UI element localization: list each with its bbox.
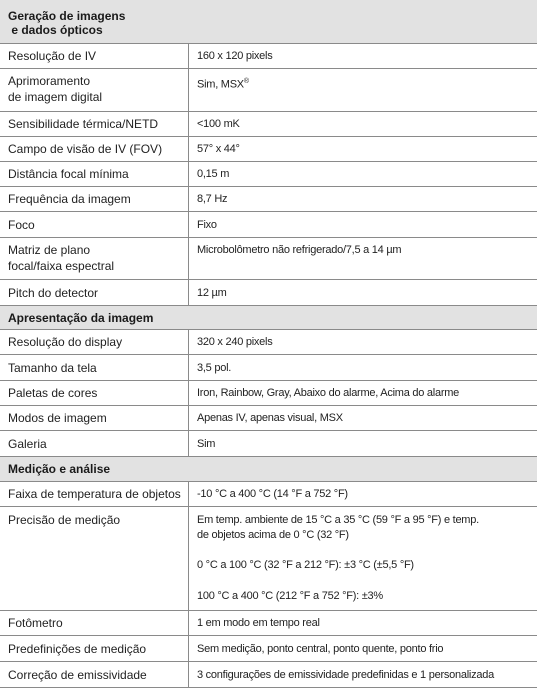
row-value: 160 x 120 pixels xyxy=(197,50,273,62)
table-row xyxy=(0,212,537,238)
section-header-imaging xyxy=(0,0,537,44)
row-label: Faixa de temperatura de objetos xyxy=(8,487,181,501)
row-label: Precisão de medição xyxy=(8,513,121,527)
section-title-line2: e dados ópticos xyxy=(8,23,103,37)
row-value-line1: Em temp. ambiente de 15 °C a 35 °C (59 °F a 95 °F) e temp. xyxy=(197,514,479,526)
row-label: Paletas de cores xyxy=(8,386,98,400)
row-value: Apenas IV, apenas visual, MSX xyxy=(197,412,343,424)
row-label: Resolução do display xyxy=(8,335,123,349)
row-value: Iron, Rainbow, Gray, Abaixo do alarme, Acima do alarme xyxy=(197,387,460,399)
row-value: 0,15 m xyxy=(197,168,230,180)
table-row xyxy=(0,507,537,611)
row-label: Pitch do detector xyxy=(8,286,99,300)
section-title-line1: Geração de imagens xyxy=(8,9,126,23)
row-label: Campo de visão de IV (FOV) xyxy=(8,142,163,156)
row-value-line3: 0 °C a 100 °C (32 °F a 212 °F): ±3 °C (±5,5 °F) xyxy=(197,559,414,571)
section-header-display xyxy=(0,306,537,330)
table-row xyxy=(0,636,537,662)
row-value-line4: 100 °C a 400 °C (212 °F a 752 °F): ±3% xyxy=(197,590,383,602)
row-value: -10 °C a 400 °C (14 °F a 752 °F) xyxy=(197,488,348,500)
row-value: Sem medição, ponto central, ponto quente, ponto frio xyxy=(197,643,444,655)
row-label: Distância focal mínima xyxy=(8,167,129,181)
row-value: 1 em modo em tempo real xyxy=(197,617,320,629)
row-label-line2: de imagem digital xyxy=(8,90,103,104)
table-row xyxy=(0,662,537,688)
row-value: 320 x 240 pixels xyxy=(197,336,273,348)
row-value: Microbolômetro não refrigerado/7,5 a 14 µm xyxy=(197,244,402,256)
row-label-line2: focal/faixa espectral xyxy=(8,259,115,273)
table-row xyxy=(0,69,537,112)
table-row xyxy=(0,406,537,431)
table-row xyxy=(0,238,537,280)
table-row xyxy=(0,162,537,187)
row-label: Sensibilidade térmica/NETD xyxy=(8,117,159,131)
row-label: Fotômetro xyxy=(8,616,63,630)
row-label: Foco xyxy=(8,218,35,232)
table-row xyxy=(0,137,537,162)
row-label: Predefinições de medição xyxy=(8,642,147,656)
table-row xyxy=(0,187,537,212)
table-row xyxy=(0,44,537,69)
table-row xyxy=(0,355,537,381)
row-value: 57° x 44° xyxy=(197,143,240,155)
row-value: 12 µm xyxy=(197,287,227,299)
row-value: <100 mK xyxy=(197,118,240,130)
table-row xyxy=(0,280,537,306)
row-label-line1: Aprimoramento xyxy=(8,74,91,88)
row-value: Sim xyxy=(197,438,216,450)
row-label: Resolução de IV xyxy=(8,49,97,63)
table-row xyxy=(0,611,537,636)
row-label: Galeria xyxy=(8,437,47,451)
row-label: Frequência da imagem xyxy=(8,192,131,206)
row-label: Tamanho da tela xyxy=(8,361,97,375)
table-row xyxy=(0,112,537,137)
row-value: Sim, MSX® xyxy=(197,78,249,91)
row-value: 3,5 pol. xyxy=(197,362,232,374)
row-value: Fixo xyxy=(197,219,217,231)
row-value: 3 configurações de emissividade predefinidas e 1 personalizada xyxy=(197,669,494,681)
row-label: Modos de imagem xyxy=(8,411,107,425)
section-title: Medição e análise xyxy=(8,462,111,476)
table-row xyxy=(0,431,537,457)
section-header-measurement xyxy=(0,457,537,482)
row-label: Correção de emissividade xyxy=(8,668,147,682)
section-title: Apresentação da imagem xyxy=(8,311,154,325)
row-label-line1: Matriz de plano xyxy=(8,243,91,257)
table-row xyxy=(0,330,537,355)
row-value: 8,7 Hz xyxy=(197,193,228,205)
row-value-line2: de objetos acima de 0 °C (32 °F) xyxy=(197,529,349,541)
table-row xyxy=(0,482,537,507)
table-row xyxy=(0,381,537,406)
